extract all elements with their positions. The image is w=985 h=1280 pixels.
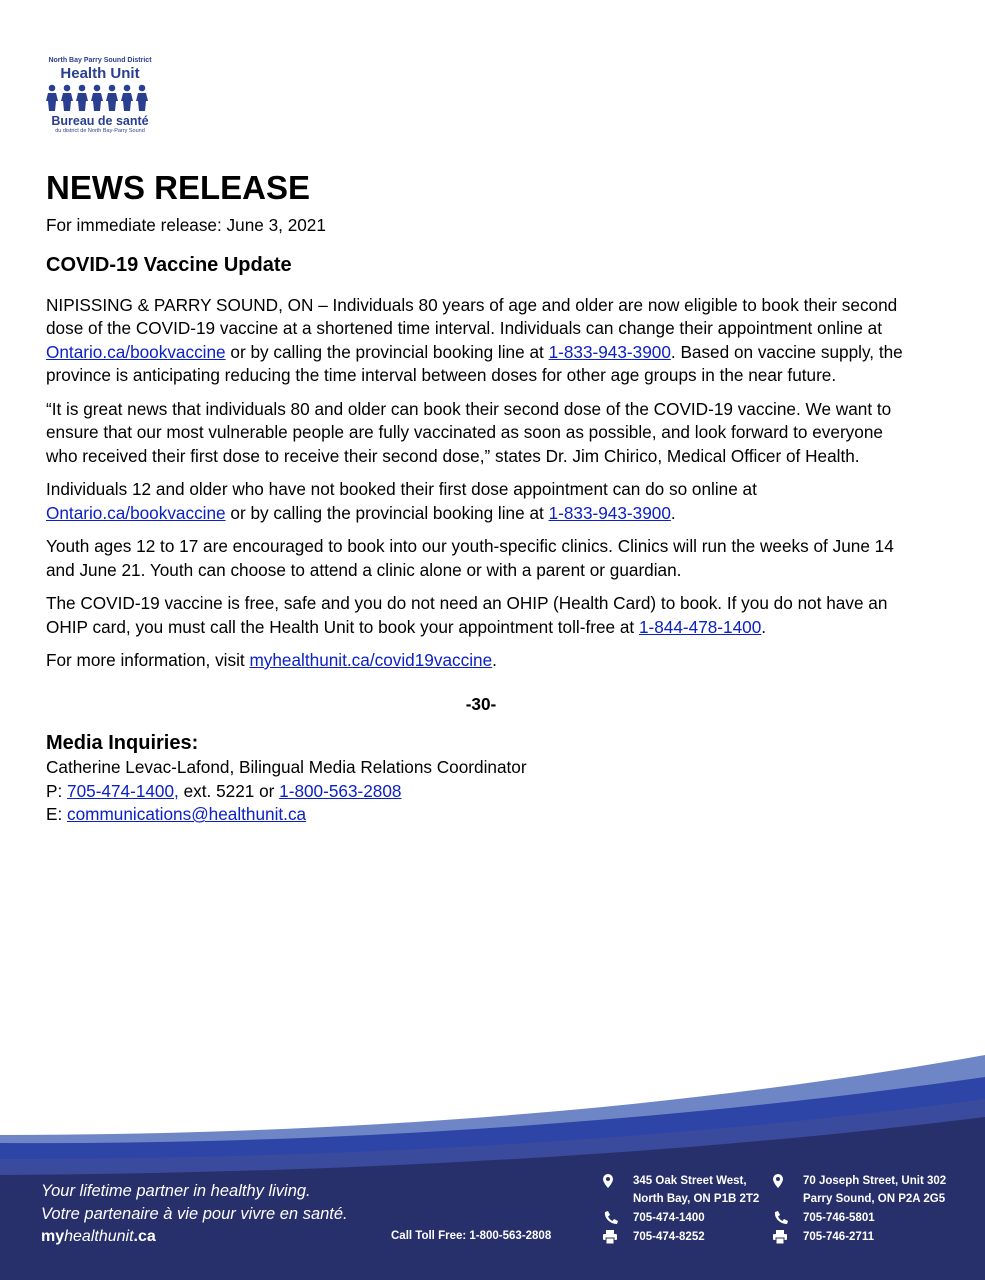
office-1-phone-number: 705-474-1400 [633, 1212, 705, 1224]
office-2-address [773, 1172, 946, 1208]
fax-printer-icon [773, 1230, 789, 1244]
paragraph-5 [46, 592, 916, 639]
paragraph-1-text-a: NIPISSING & PARRY SOUND, ON – Individuals 80 years of age and older are now eligible to book their second dose of the COVID-19 vaccine at a shortened time interval. Individuals can change their appointment online at [46, 294, 898, 338]
paragraph-6 [46, 649, 916, 673]
booking-line-link[interactable]: 1-833-943-3900 [548, 341, 671, 362]
toll-free-link[interactable]: 1-844-478-1400 [638, 616, 762, 637]
office-1-city: North Bay, ON P1B 2T2 [633, 1193, 760, 1205]
bookvaccine-link[interactable]: Ontario.ca/bookvaccine [46, 502, 226, 523]
office-2-fax [773, 1228, 946, 1246]
people-icon [45, 84, 149, 112]
paragraph-1 [46, 294, 916, 388]
email-prefix: E: [46, 804, 68, 824]
phone-icon [603, 1211, 619, 1225]
media-email [46, 803, 916, 827]
phone-ext: ext. 5221 or [178, 780, 280, 801]
paragraph-2: “It is great news that individuals 80 and older can book their second dose of the COVID-19 vaccine. We want to ensure that our most vulnerable people are fully vaccinated as soon as possible, and look forward to everyone who received their first dose to receive their second dose,” states Dr. Jim Chirico, Medical Officer of Health. [46, 398, 892, 466]
paragraph-3-text-a: Individuals 12 and older who have not booked their first dose appointment can do so online at [46, 479, 757, 499]
release-date: For immediate release: June 3, 2021 [46, 215, 326, 235]
booking-line-link[interactable]: 1-833-943-3900 [548, 502, 671, 523]
release-subhead: COVID-19 Vaccine Update [46, 253, 292, 276]
paragraph-1-text-c: . Based on vaccine supply, the province is anticipating reducing the time interval between doses for other age groups in the near future. [46, 341, 903, 385]
office-2-phone-number: 705-746-5801 [803, 1212, 875, 1224]
paragraph-5-text-b: . [761, 616, 767, 637]
map-pin-icon [773, 1174, 789, 1188]
paragraph-1-text-b: or by calling the provincial booking line at [225, 341, 549, 362]
media-phone-link-2[interactable]: 1-800-563-2808 [279, 780, 402, 801]
office-parry-sound [773, 1172, 946, 1247]
site-my: my [41, 1228, 65, 1245]
page-title: NEWS RELEASE [46, 169, 311, 206]
office-1-phone [603, 1209, 759, 1227]
office-2-fax-number: 705-746-2711 [803, 1231, 874, 1243]
end-mark: -30- [465, 693, 497, 714]
logo-top-line: North Bay Parry Sound District [48, 57, 152, 64]
site-tld: .ca [133, 1228, 156, 1245]
paragraph-4: Youth ages 12 to 17 are encouraged to book into our youth-specific clinics. Clinics will run the weeks of June 14 and June 21. Youth can choose to attend a clinic alone or with a parent or guardian. [46, 536, 894, 580]
media-phone [46, 780, 916, 804]
media-phone-link[interactable]: 705-474-1400, [67, 780, 179, 801]
logo-main-text: Health Unit [60, 65, 140, 82]
phone-icon [773, 1211, 789, 1225]
office-1-fax [603, 1228, 759, 1246]
office-2-street: 70 Joseph Street, Unit 302 [803, 1175, 947, 1187]
map-pin-icon [603, 1174, 619, 1188]
tagline-english: Your lifetime partner in healthy living. [41, 1182, 311, 1200]
media-contact: Catherine Levac-Lafond, Bilingual Media Relations Coordinator [46, 757, 527, 777]
bookvaccine-link[interactable]: Ontario.ca/bookvaccine [46, 341, 226, 362]
office-1-address [603, 1172, 759, 1208]
news-release-body [46, 168, 916, 827]
logo-french-subtext: du district de North Bay-Parry Sound [55, 128, 145, 134]
paragraph-5-text-a: The COVID-19 vaccine is free, safe and you do not need an OHIP (Health Card) to book. If you do not have an OHIP card, you must call the Health Unit to book your appointment toll-free at [46, 593, 888, 637]
media-inquiries-heading: Media Inquiries: [46, 732, 199, 754]
office-2-city: Parry Sound, ON P2A 2G5 [803, 1193, 946, 1205]
paragraph-6-text-b: . [492, 650, 497, 670]
health-unit-logo [45, 56, 155, 135]
paragraph-3-text-b: or by calling the provincial booking line at [225, 502, 549, 523]
footer-toll-free: Call Toll Free: 1-800-563-2808 [391, 1230, 552, 1242]
paragraph-3-text-c: . [670, 502, 676, 523]
covid19vaccine-link[interactable]: myhealthunit.ca/covid19vaccine [249, 650, 493, 670]
office-north-bay [603, 1172, 759, 1247]
office-2-phone [773, 1209, 946, 1227]
paragraph-6-text-a: For more information, visit [46, 650, 250, 670]
footer-website[interactable] [41, 1228, 156, 1246]
media-email-link[interactable]: communications@healthunit.ca [67, 804, 307, 824]
footer-tagline [41, 1180, 348, 1226]
site-healthunit: healthunit [64, 1228, 134, 1245]
tagline-french: Votre partenaire à vie pour vivre en santé. [41, 1205, 348, 1223]
phone-prefix: P: [46, 780, 68, 801]
logo-french-text: Bureau de santé [51, 114, 149, 128]
fax-printer-icon [603, 1230, 619, 1244]
paragraph-3 [46, 478, 916, 525]
office-1-street: 345 Oak Street West, [633, 1175, 747, 1187]
office-1-fax-number: 705-474-8252 [633, 1231, 705, 1243]
